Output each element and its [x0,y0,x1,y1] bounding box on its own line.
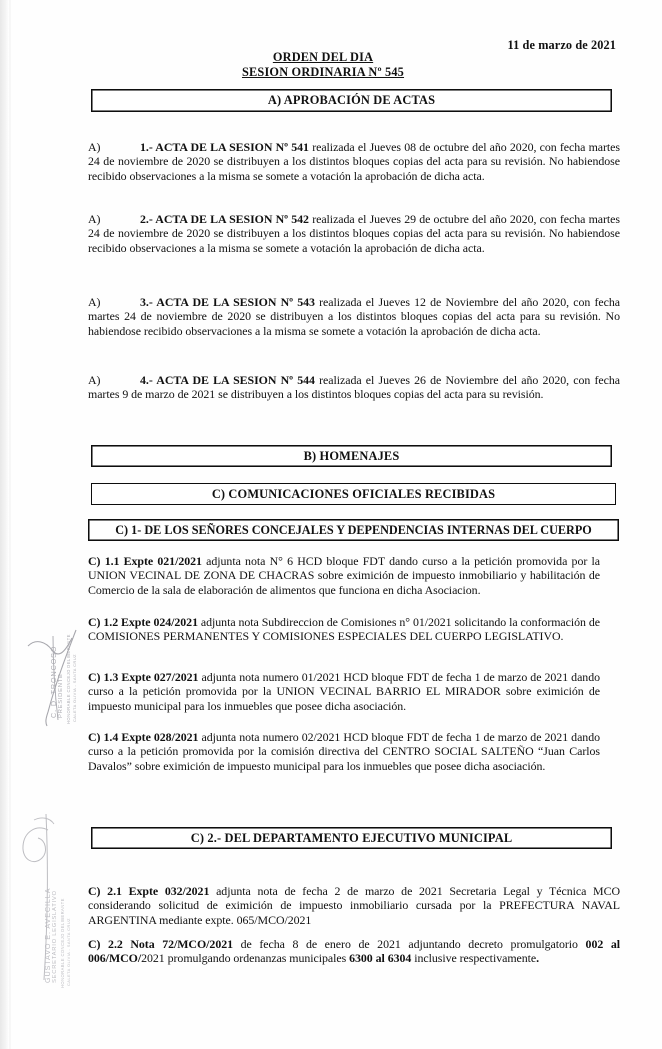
acta-paragraph-543 [88,295,620,338]
acta-marker-1: A) [88,140,101,154]
secretary-signature-stamp [14,808,84,993]
section-heading-a-label: A) APROBACIÓN DE ACTAS [267,93,436,107]
c2-item-2-bold1: 002 al 006/MCO/ [88,937,620,966]
c1-item-4 [88,730,600,773]
c2-item-2-seg3: inclusive respectivamente [411,951,537,966]
section-heading-b [91,445,612,467]
section-heading-c-label: C) COMUNICACIONES OFICIALES RECIBIDAS [211,486,496,501]
acta-body-4: realizada el Jueves 26 de Noviembre del año 2020, con fecha martes 9 de marzo de 2021 se distribuyen a los distintos bloques copias del acta para su revisión. [88,373,620,402]
c1-item-1-text: adjunta nota N° 6 HCD bloque FDT dando curso a la petición promovida por la UNION VECINAL DE ZONA DE CHACRAS sobre eximición de impuesto inmobiliario y habilitación de Comercio de la sala de elaboración de alimentos que funciona en dicha Asociacion. [88,554,600,597]
secretary-stamp-body: HONORABLE CONCEJO DELIBERANTE [60,898,65,988]
c1-item-4-label: C) 1.4 Expte 028/2021 [88,730,199,744]
president-signature-stamp [26,608,86,728]
c2-item-2-seg1: de fecha 8 de enero de 2021 adjuntando decreto promulgatorio [233,937,586,951]
acta-marker-3: A) [88,295,101,309]
c2-item-1-text: adjunta nota de fecha 2 de marzo de 2021 Secretaria Legal y Técnica MCO considerando solicitud de eximición de impuesto inmobiliario cursada por la PREFECTURA NAVAL ARGENTINA mediante expte. 065/MCO/2021 [88,884,620,927]
title-line-sesion-ordinaria: SESION ORDINARIA Nº 545 [241,64,405,79]
acta-title-1: 1.- ACTA DE LA SESION Nº 541 [140,140,309,154]
document-date: 11 de marzo de 2021 [507,38,616,52]
acta-title-2: 2.- ACTA DE LA SESION Nº 542 [140,212,309,226]
acta-body-2: realizada el Jueves 29 de octubre del año 2020, con fecha martes 24 de noviembre de 2020 se distribuyen a los distintos bloques copias del acta para su revisión. No habiendose recibido observaciones a la misma se somete a votación la aprobación de dicha acta. [88,212,620,255]
scan-edge-strip [0,0,9,1049]
section-heading-a [91,89,612,112]
secretary-stamp-role: SECRETARIO LEGISLATIVO [52,890,58,983]
acta-paragraph-544 [88,373,620,402]
section-heading-c1-label: C) 1- DE LOS SEÑORES CONCEJALES Y DEPENDENCIAS INTERNAS DEL CUERPO [115,522,592,537]
acta-marker-4: A) [88,373,101,387]
c2-item-2-seg4: . [536,951,540,966]
c2-item-2-bold2: 6300 al 6304 [349,951,412,966]
c1-item-3-text: adjunta nota numero 01/2021 HCD bloque FDT de fecha 1 de marzo de 2021 dando curso a la petición promovida por la UNION VECINAL BARRIO EL MIRADOR sobre eximición de impuesto municipal para los inmuebles que posee dicha asociación. [88,670,600,713]
c2-item-1-label: C) 2.1 Expte 032/2021 [88,884,210,898]
c1-item-2-text: adjunta nota Subdireccion de Comisiones n° 01/2021 solicitando la conformación de COMISIONES PERMANENTES Y COMISIONES ESPECIALES DEL CUERPO LEGISLATIVO. [88,615,600,644]
section-heading-b-label: B) HOMENAJES [303,448,400,463]
acta-title-4: 4.- ACTA DE LA SESION Nº 544 [140,373,315,387]
president-signature-scrawl [26,608,86,728]
c1-item-2-label: C) 1.2 Expte 024/2021 [88,615,198,629]
president-stamp-body: HONORABLE CONCEJO DELIBERANTE [66,634,71,724]
president-stamp-city: CALETA OLIVIA - SANTA CRUZ [72,654,77,722]
c1-item-3 [88,670,600,713]
acta-title-3: 3.- ACTA DE LA SESION Nº 543 [140,295,315,309]
c2-item-1 [88,884,620,927]
c2-item-2-label: C) 2.2 Nota 72/MCO/2021 [88,937,234,951]
secretary-stamp-city: CALETA OLIVIA - SANTA CRUZ [66,918,71,986]
c2-item-2-seg2: 2021 promulgando ordenanzas municipales [141,951,350,966]
title-line-orden-del-dia: ORDEN DEL DIA [272,50,374,64]
section-heading-c2 [91,827,612,849]
acta-marker-2: A) [88,212,101,226]
section-heading-c [91,483,616,505]
c1-item-3-label: C) 1.3 Expte 027/2021 [88,670,199,684]
acta-body-1: realizada el Jueves 08 de octubre del año 2020, con fecha martes 24 de noviembre de 2020 se distribuyen a los distintos bloques copias del acta para su revisión. No habiendose recibido observaciones a la misma se somete a votación la aprobación de dicha acta. [88,140,620,183]
secretary-signature-scrawl [14,808,84,993]
c1-item-4-text: adjunta nota numero 02/2021 HCD bloque FDT de fecha 1 de marzo de 2021 dando curso a la petición promovida por la comisión directiva del CENTRO SOCIAL SALTEÑO “Juan Carlos Davalos” sobre eximición de impuesto municipal para los inmuebles que posee dicha asociación. [88,730,600,773]
section-heading-c1 [88,519,619,541]
c2-item-2 [88,937,620,966]
acta-paragraph-541 [88,140,620,183]
c1-item-2 [88,615,600,644]
president-stamp-name: C. D. TRONCOSO [49,645,58,718]
scan-edge-strip-inner [9,0,11,1049]
c1-item-1 [88,554,600,597]
section-heading-c2-label: C) 2.- DEL DEPARTAMENTO EJECUTIVO MUNICIPAL [190,830,513,845]
c1-item-1-label: C) 1.1 Expte 021/2021 [88,554,202,568]
acta-body-3: realizada el Jueves 12 de Noviembre del año 2020, con fecha martes 24 de noviembre de 2020 se distribuyen a los distintos bloques copias del acta para su revisión. No habiendose recibido observaciones a la misma se somete a votación la aprobación de dicha acta. [88,295,620,338]
secretary-stamp-name: GUSTAVO E. AVECILLA [43,887,52,983]
page-title [88,50,558,79]
president-stamp-role: PRESIDENTE [58,673,64,718]
acta-paragraph-542 [88,212,620,255]
